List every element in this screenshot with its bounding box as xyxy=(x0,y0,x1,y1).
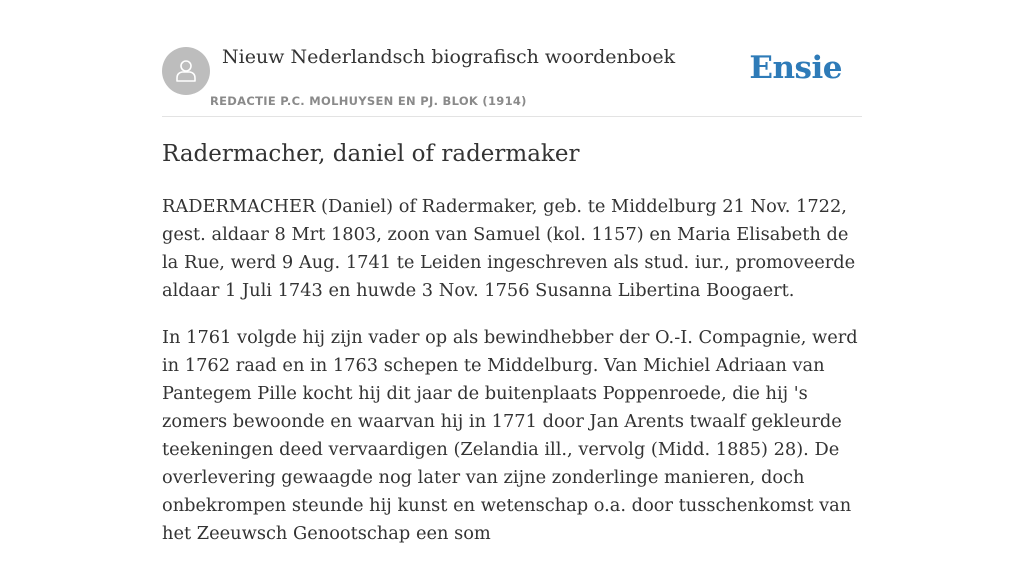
source-title[interactable]: Nieuw Nederlandsch biografisch woordenboek xyxy=(222,46,676,68)
user-icon xyxy=(172,57,200,85)
brand-logo[interactable]: Ensie xyxy=(749,50,842,86)
page-container xyxy=(162,0,862,544)
source-header xyxy=(162,0,862,117)
entry-paragraph: RADERMACHER (Daniel) of Radermaker, geb. te Middelburg 21 Nov. 1722, gest. aldaar 8 Mrt 1803, zoon van Samuel (kol. 1157) en Maria Elisabeth de la Rue, werd 9 Aug. 1741 te Leiden ingeschreven als stud. iur., promoveerde aldaar 1 Juli 1743 en huwde 3 Nov. 1756 Susanna Libertina Boogaert. xyxy=(162,196,856,301)
entry-paragraph: In 1761 volgde hij zijn vader op als bewindhebber der O.-I. Compagnie, werd in 1762 raad en in 1763 schepen te Middelburg. Van Michiel Adriaan van Pantegem Pille kocht hij dit jaar de buitenplaats Poppenroede, die hij 's zomers bewoonde en waarvan hij in 1771 door Jan Arents twaalf gekleurde teekeningen deed vervaardigen (Zelandia ill., vervolg (Midd. 1885) 28). De overlevering gewaagde nog later van zijne zonderlinge manieren, doch onbekrompen steunde hij kunst en wetenschap o.a. door tusschenkomst van het Zeeuwsch Genootschap een som xyxy=(162,327,858,544)
entry-body xyxy=(162,193,862,567)
source-meta: REDACTIE P.C. MOLHUYSEN EN PJ. BLOK (1914) xyxy=(210,94,527,108)
page-title: Radermacher, daniel of radermaker xyxy=(162,141,580,167)
avatar[interactable] xyxy=(162,47,210,95)
